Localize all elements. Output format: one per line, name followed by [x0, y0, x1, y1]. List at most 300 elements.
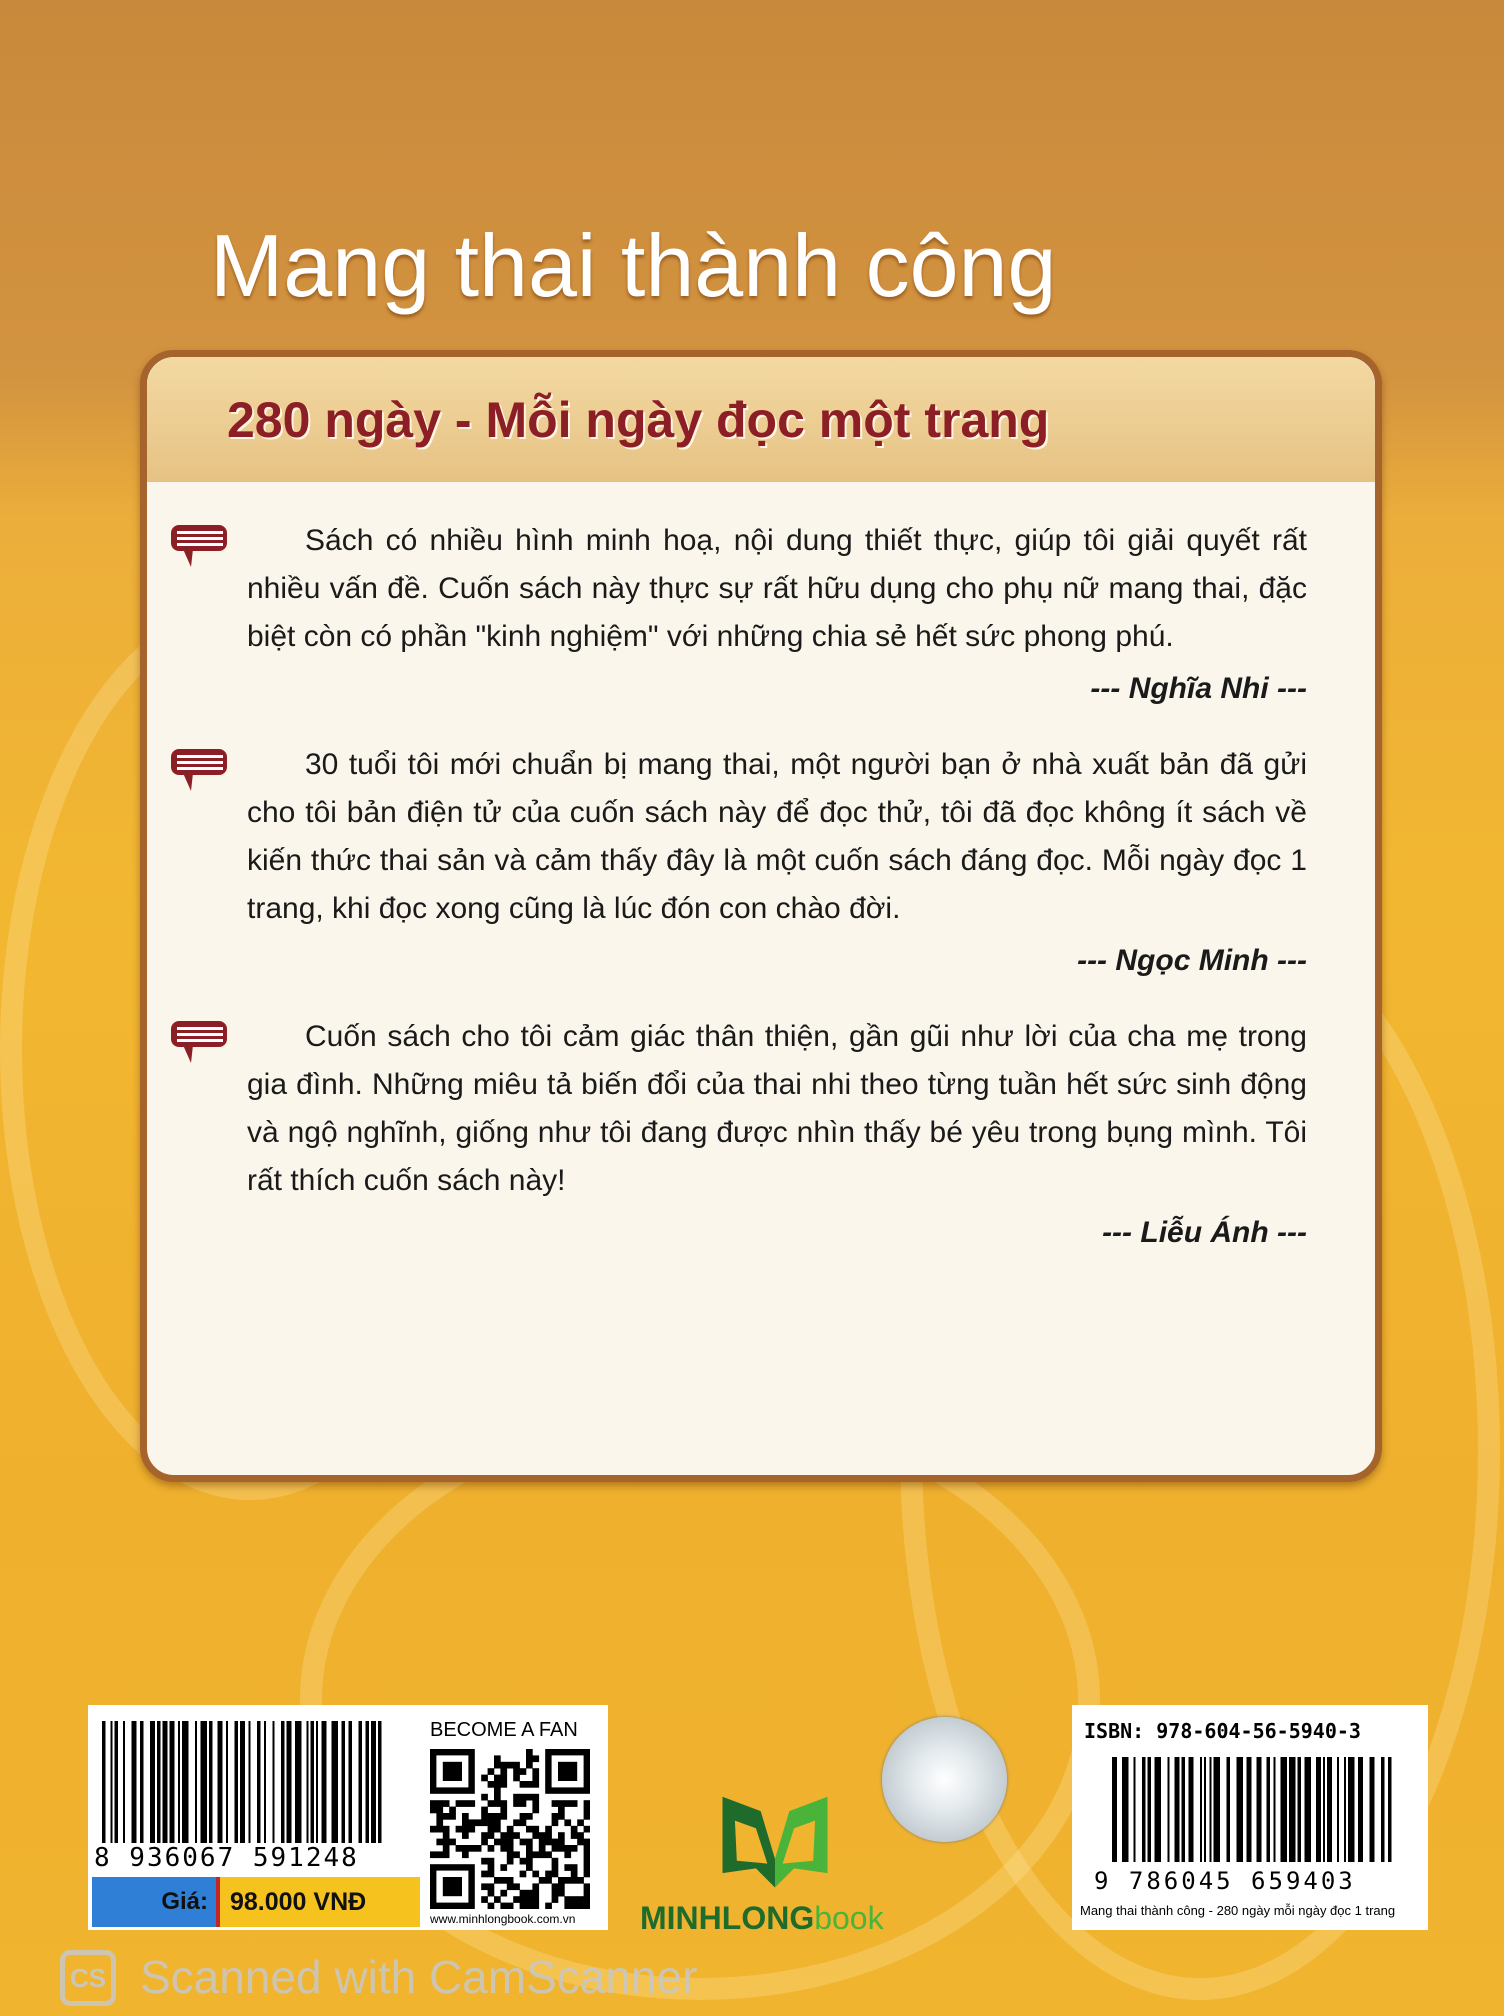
camscanner-icon: CS	[60, 1950, 116, 2006]
qr-module	[481, 1794, 488, 1801]
qr-module	[443, 1845, 450, 1852]
qr-module	[449, 1839, 456, 1846]
barcode-bar	[1247, 1757, 1252, 1862]
qr-module	[571, 1845, 578, 1852]
barcode-bar	[359, 1721, 363, 1843]
qr-module	[513, 1896, 520, 1903]
qr-module	[436, 1800, 443, 1807]
qr-module	[532, 1896, 539, 1903]
qr-module	[475, 1819, 482, 1826]
qr-module	[545, 1903, 552, 1909]
barcode-bar	[281, 1721, 285, 1843]
qr-module	[436, 1851, 443, 1858]
qr-module	[532, 1775, 539, 1782]
qr-module	[545, 1877, 552, 1884]
qr-module	[564, 1896, 571, 1903]
qr-module	[526, 1826, 533, 1833]
qr-module	[520, 1781, 527, 1788]
barcode-bar	[1281, 1757, 1288, 1862]
qr-finder	[443, 1762, 462, 1781]
qr-module	[552, 1845, 559, 1852]
qr-module	[488, 1858, 495, 1865]
qr-module	[558, 1800, 565, 1807]
qr-module	[552, 1890, 559, 1897]
qr-module	[488, 1832, 495, 1839]
qr-module	[571, 1864, 578, 1871]
qr-module	[577, 1819, 584, 1826]
qr-module	[571, 1871, 578, 1878]
speech-bubble-icon	[169, 747, 229, 793]
qr-module	[494, 1787, 501, 1794]
qr-module	[577, 1903, 584, 1909]
isbn-text: ISBN: 978-604-56-5940-3	[1084, 1719, 1361, 1743]
qr-module	[584, 1883, 590, 1890]
qr-module	[539, 1839, 546, 1846]
qr-module	[468, 1800, 475, 1807]
qr-module	[532, 1807, 539, 1814]
qr-module	[564, 1903, 571, 1909]
qr-finder	[558, 1762, 577, 1781]
qr-module	[526, 1762, 533, 1769]
qr-module	[584, 1845, 590, 1852]
qr-module	[462, 1826, 469, 1833]
isbn-label	[1072, 1705, 1428, 1930]
qr-module	[532, 1871, 539, 1878]
barcode-bar	[1142, 1757, 1146, 1862]
qr-module	[507, 1883, 514, 1890]
qr-code[interactable]	[430, 1749, 590, 1909]
qr-module	[488, 1800, 495, 1807]
qr-module	[520, 1800, 527, 1807]
qr-module	[513, 1883, 520, 1890]
barcode-bar	[349, 1721, 353, 1843]
testimonial-1	[247, 517, 1307, 713]
barcode-number: 8 936067 591248	[94, 1843, 359, 1873]
qr-module	[571, 1903, 578, 1909]
qr-module	[520, 1768, 527, 1775]
qr-module	[513, 1775, 520, 1782]
barcode-bar	[170, 1721, 175, 1843]
barcode-number: 9 786045 659403	[1094, 1867, 1356, 1895]
qr-module	[577, 1877, 584, 1884]
qr-module	[539, 1845, 546, 1852]
qr-module	[520, 1896, 527, 1903]
qr-module	[500, 1762, 507, 1769]
testimonial-author: --- Nghĩa Nhi ---	[1090, 672, 1307, 705]
qr-module	[494, 1896, 501, 1903]
qr-module	[552, 1858, 559, 1865]
qr-module	[584, 1871, 590, 1878]
qr-module	[481, 1775, 488, 1782]
barcode-bar	[1337, 1757, 1339, 1862]
qr-module	[552, 1864, 559, 1871]
camscanner-watermark: Scanned with CamScanner	[140, 1951, 698, 2003]
qr-module	[430, 1800, 437, 1807]
qr-module	[494, 1813, 501, 1820]
qr-module	[488, 1864, 495, 1871]
qr-module	[584, 1851, 590, 1858]
qr-module	[481, 1883, 488, 1890]
barcode-bar	[332, 1721, 339, 1843]
qr-module	[507, 1858, 514, 1865]
barcode-bar	[1298, 1757, 1302, 1862]
qr-module	[468, 1845, 475, 1852]
qr-module	[526, 1851, 533, 1858]
qr-module	[488, 1890, 495, 1897]
barcode-bar	[1148, 1757, 1152, 1862]
qr-module	[526, 1864, 533, 1871]
qr-module	[532, 1794, 539, 1801]
qr-module	[468, 1826, 475, 1833]
qr-module	[571, 1832, 578, 1839]
qr-module	[500, 1768, 507, 1775]
testimonial-text: 30 tuổi tôi mới chuẩn bị mang thai, một người bạn ở nhà xuất bản đã gửi cho tôi bản điện tử của cuốn sách này để đọc thử, tôi đã đọc không ít sách về kiến thức thai sản và cảm thấy đây là một cuốn sách đáng đọc. Mỗi ngày đọc 1 trang, khi đọc xong cũng là lúc đón con chào đời.	[247, 748, 1307, 925]
qr-module	[564, 1800, 571, 1807]
qr-module	[520, 1871, 527, 1878]
qr-module	[558, 1877, 565, 1884]
qr-module	[552, 1896, 559, 1903]
barcode-bar	[295, 1721, 302, 1843]
barcode-bar	[115, 1721, 119, 1843]
qr-module	[571, 1896, 578, 1903]
barcode-bar	[1189, 1757, 1194, 1862]
barcode-bar	[140, 1721, 144, 1843]
qr-module	[558, 1883, 565, 1890]
barcode-bar	[249, 1721, 251, 1843]
qr-module	[513, 1832, 520, 1839]
qr-module	[539, 1832, 546, 1839]
qr-finder	[443, 1877, 462, 1896]
qr-module	[526, 1755, 533, 1762]
qr-module	[571, 1877, 578, 1884]
book-title-small: Mang thai thành công - 280 ngày mỗi ngày đọc 1 trang	[1080, 1903, 1396, 1918]
qr-module	[545, 1839, 552, 1846]
testimonial-list	[247, 517, 1307, 1285]
price-prefix-box	[92, 1877, 220, 1927]
qr-module	[481, 1807, 488, 1814]
barcode-bar	[316, 1721, 318, 1843]
qr-module	[545, 1871, 552, 1878]
qr-module	[481, 1819, 488, 1826]
qr-module	[456, 1800, 463, 1807]
qr-module	[558, 1813, 565, 1820]
qr-module	[494, 1775, 501, 1782]
qr-module	[488, 1781, 495, 1788]
qr-module	[545, 1826, 552, 1833]
testimonial-author: --- Liễu Ánh ---	[1102, 1216, 1307, 1249]
barcode-bar	[257, 1721, 261, 1843]
qr-module	[500, 1800, 507, 1807]
qr-module	[449, 1807, 456, 1814]
qr-module	[481, 1839, 488, 1846]
qr-module	[456, 1826, 463, 1833]
qr-module	[436, 1807, 443, 1814]
testimonial-panel	[140, 350, 1382, 1482]
qr-module	[526, 1845, 533, 1852]
qr-module	[443, 1813, 450, 1820]
qr-module	[494, 1781, 501, 1788]
barcode-bar	[287, 1721, 292, 1843]
barcode-bar	[163, 1721, 168, 1843]
qr-module	[552, 1800, 559, 1807]
qr-module	[513, 1762, 520, 1769]
qr-module	[577, 1896, 584, 1903]
barcode-bar	[1305, 1757, 1312, 1862]
price-label	[88, 1705, 608, 1930]
book-title: Mang thai thành công	[210, 216, 1057, 315]
barcode-bar	[132, 1721, 137, 1843]
qr-module	[462, 1832, 469, 1839]
barcode-bar	[123, 1721, 125, 1843]
qr-module	[526, 1896, 533, 1903]
qr-module	[500, 1864, 507, 1871]
qr-module	[488, 1826, 495, 1833]
qr-module	[456, 1845, 463, 1852]
barcode	[102, 1721, 392, 1843]
barcode-bar	[218, 1721, 223, 1843]
qr-module	[552, 1839, 559, 1846]
qr-module	[526, 1890, 533, 1897]
barcode-bar	[342, 1721, 346, 1843]
barcode-bar	[1227, 1757, 1231, 1862]
qr-module	[526, 1839, 533, 1846]
qr-module	[520, 1813, 527, 1820]
barcode-bar	[1381, 1757, 1385, 1862]
qr-module	[507, 1845, 514, 1852]
qr-module	[513, 1851, 520, 1858]
qr-module	[564, 1864, 571, 1871]
barcode-bar	[226, 1721, 228, 1843]
qr-module	[462, 1845, 469, 1852]
qr-module	[462, 1800, 469, 1807]
qr-module	[545, 1832, 552, 1839]
qr-module	[532, 1755, 539, 1762]
qr-module	[462, 1851, 469, 1858]
qr-module	[500, 1775, 507, 1782]
qr-module	[526, 1794, 533, 1801]
qr-module	[500, 1781, 507, 1788]
qr-module	[564, 1851, 571, 1858]
barcode-bar	[1388, 1757, 1392, 1862]
barcode-bar	[311, 1721, 315, 1843]
barcode-bar	[102, 1721, 106, 1843]
qr-module	[520, 1858, 527, 1865]
publisher-logo-text: MINHLONGbook	[640, 1900, 884, 1936]
qr-module	[513, 1800, 520, 1807]
price-prefix: Giá:	[161, 1888, 208, 1915]
barcode-bar	[1289, 1757, 1296, 1862]
qr-module	[443, 1832, 450, 1839]
barcode-bar	[322, 1721, 327, 1843]
qr-module	[532, 1903, 539, 1909]
qr-module	[558, 1807, 565, 1814]
barcode-bar	[1358, 1757, 1363, 1862]
qr-module	[532, 1768, 539, 1775]
qr-module	[520, 1819, 527, 1826]
qr-module	[488, 1813, 495, 1820]
testimonial-2	[247, 741, 1307, 985]
qr-module	[552, 1813, 559, 1820]
qr-module	[584, 1826, 590, 1833]
qr-module	[494, 1755, 501, 1762]
qr-module	[513, 1768, 520, 1775]
qr-module	[532, 1832, 539, 1839]
qr-module	[571, 1800, 578, 1807]
barcode-bar	[1344, 1757, 1346, 1862]
qr-module	[584, 1858, 590, 1865]
qr-module	[507, 1851, 514, 1858]
qr-module	[532, 1890, 539, 1897]
barcode-bar	[366, 1721, 370, 1843]
qr-module	[532, 1800, 539, 1807]
qr-module	[500, 1839, 507, 1846]
barcode-bar	[378, 1721, 382, 1843]
barcode	[1112, 1757, 1402, 1862]
qr-module	[584, 1896, 590, 1903]
qr-module	[584, 1864, 590, 1871]
barcode-bar	[1348, 1757, 1355, 1862]
qr-module	[558, 1890, 565, 1897]
barcode-bar	[1112, 1757, 1117, 1862]
barcode-bar	[1323, 1757, 1325, 1862]
qr-module	[507, 1826, 514, 1833]
qr-module	[520, 1903, 527, 1909]
barcode-bar	[150, 1721, 155, 1843]
qr-module	[526, 1903, 533, 1909]
qr-module	[500, 1813, 507, 1820]
qr-module	[436, 1839, 443, 1846]
qr-module	[552, 1871, 559, 1878]
price-box	[220, 1877, 420, 1927]
qr-module	[513, 1819, 520, 1826]
testimonial-3	[247, 1013, 1307, 1257]
qr-module	[494, 1819, 501, 1826]
qr-module	[494, 1839, 501, 1846]
qr-module	[577, 1839, 584, 1846]
barcode-bar	[1122, 1757, 1129, 1862]
qr-module	[513, 1794, 520, 1801]
qr-module	[507, 1903, 514, 1909]
qr-module	[532, 1781, 539, 1788]
qr-module	[500, 1903, 507, 1909]
qr-module	[443, 1826, 450, 1833]
testimonial-author: --- Ngọc Minh ---	[1077, 944, 1307, 977]
qr-module	[481, 1896, 488, 1903]
qr-module	[462, 1813, 469, 1820]
barcode-bar	[1257, 1757, 1262, 1862]
qr-module	[488, 1819, 495, 1826]
qr-module	[500, 1890, 507, 1897]
qr-module	[577, 1832, 584, 1839]
qr-module	[564, 1819, 571, 1826]
qr-module	[507, 1839, 514, 1846]
barcode-bar	[1175, 1757, 1180, 1862]
qr-module	[488, 1871, 495, 1878]
qr-module	[436, 1819, 443, 1826]
price: 98.000 VNĐ	[230, 1888, 367, 1916]
website-text: www.minhlongbook.com.vn	[430, 1912, 576, 1926]
barcode-bar	[1168, 1757, 1170, 1862]
testimonial-text: Sách có nhiều hình minh hoạ, nội dung thiết thực, giúp tôi giải quyết rất nhiều vấn đề. Cuốn sách này thực sự rất hữu dụng cho phụ nữ mang thai, đặc biệt còn có phần "kinh nghiệm" với những chia sẻ hết sức phong phú.	[247, 524, 1307, 653]
qr-module	[526, 1858, 533, 1865]
qr-module	[545, 1851, 552, 1858]
qr-module	[488, 1845, 495, 1852]
qr-module	[430, 1826, 437, 1833]
qr-module	[520, 1890, 527, 1897]
qr-module	[584, 1807, 590, 1814]
qr-module	[532, 1851, 539, 1858]
barcode-bar	[1155, 1757, 1162, 1862]
qr-module	[481, 1813, 488, 1820]
qr-module	[558, 1832, 565, 1839]
qr-module	[584, 1890, 590, 1897]
qr-module	[468, 1819, 475, 1826]
qr-module	[494, 1762, 501, 1769]
qr-module	[500, 1832, 507, 1839]
qr-module	[584, 1903, 590, 1909]
barcode-bar	[240, 1721, 245, 1843]
qr-module	[443, 1839, 450, 1846]
barcode-bar	[1214, 1757, 1221, 1862]
qr-module	[443, 1851, 450, 1858]
barcode-bar	[264, 1721, 266, 1843]
qr-module	[564, 1845, 571, 1852]
qr-module	[552, 1819, 559, 1826]
qr-module	[494, 1877, 501, 1884]
qr-module	[526, 1813, 533, 1820]
qr-module	[507, 1877, 514, 1884]
book-subtitle: 280 ngày - Mỗi ngày đọc một trang	[227, 392, 1050, 448]
qr-module	[488, 1768, 495, 1775]
qr-module	[443, 1800, 450, 1807]
qr-module	[481, 1871, 488, 1878]
qr-module	[539, 1851, 546, 1858]
qr-module	[481, 1858, 488, 1865]
qr-module	[488, 1883, 495, 1890]
qr-module	[558, 1839, 565, 1846]
qr-module	[526, 1749, 533, 1756]
qr-module	[462, 1819, 469, 1826]
qr-module	[494, 1826, 501, 1833]
barcode-bar	[273, 1721, 275, 1843]
qr-module	[539, 1877, 546, 1884]
barcode-bar	[111, 1721, 113, 1843]
barcode-bar	[209, 1721, 213, 1843]
barcode-bar	[178, 1721, 180, 1843]
barcode-bar	[307, 1721, 309, 1843]
barcode-bar	[201, 1721, 208, 1843]
barcode-bar	[235, 1721, 239, 1843]
barcode-bar	[195, 1721, 197, 1843]
qr-module	[558, 1845, 565, 1852]
qr-module	[520, 1794, 527, 1801]
qr-module	[500, 1877, 507, 1884]
qr-module	[494, 1800, 501, 1807]
qr-module	[520, 1839, 527, 1846]
qr-module	[430, 1807, 437, 1814]
speech-bubble-icon	[169, 523, 229, 569]
barcode-bar	[1204, 1757, 1206, 1862]
panel-header	[147, 357, 1375, 482]
qr-module	[488, 1903, 495, 1909]
qr-module	[494, 1794, 501, 1801]
qr-module	[500, 1807, 507, 1814]
qr-module	[436, 1813, 443, 1820]
qr-module	[507, 1762, 514, 1769]
qr-module	[584, 1813, 590, 1820]
barcode-bar	[157, 1721, 161, 1843]
barcode-bar	[1134, 1757, 1136, 1862]
